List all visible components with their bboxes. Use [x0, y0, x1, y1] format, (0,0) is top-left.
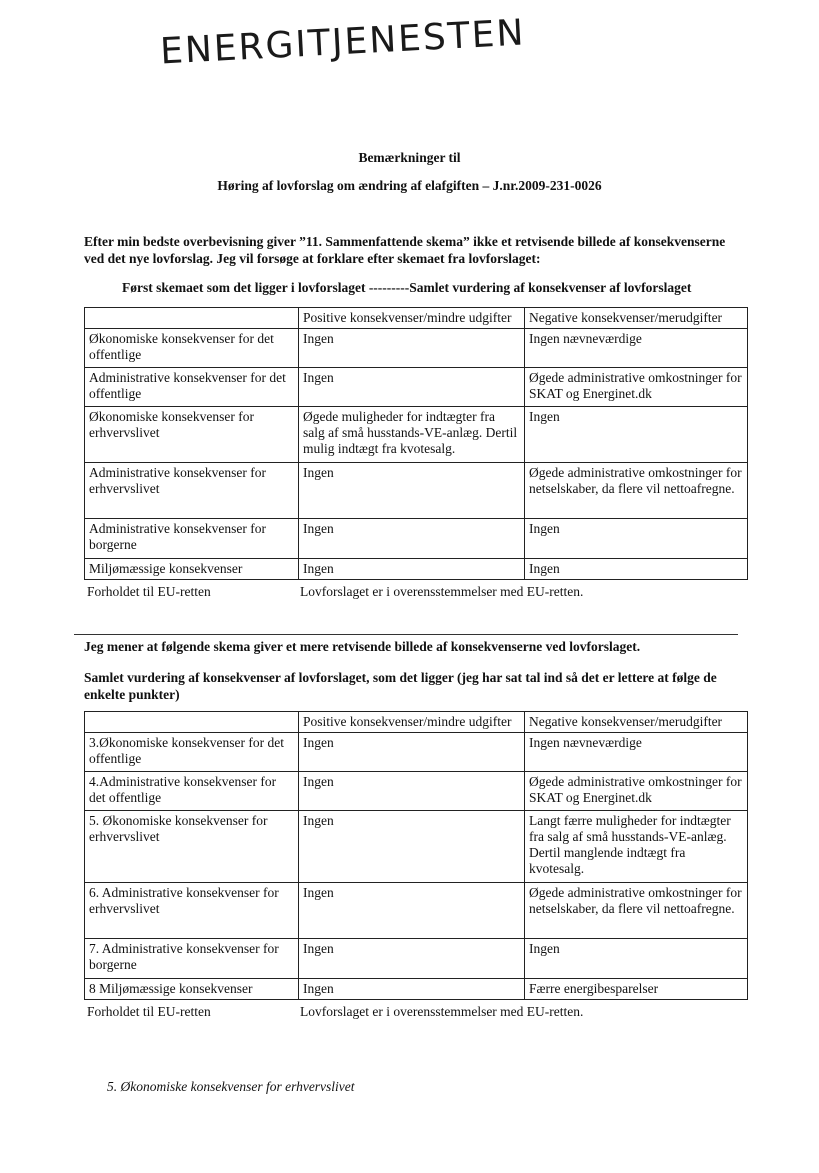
table2-footer-value: Lovforslaget er i overensstemmelser med EU-retten.: [300, 1004, 584, 1019]
table-cell: Ingen: [299, 883, 525, 939]
table-cell: Ingen nævneværdige: [525, 733, 748, 772]
table-cell: Ingen: [525, 407, 748, 463]
table-row: [85, 979, 748, 1000]
table-row: [85, 463, 748, 519]
table-header-cell: Positive konsekvenser/mindre udgifter: [299, 712, 525, 733]
table-cell: 7. Administrative konsekvenser for borgerne: [85, 939, 299, 979]
table-cell: Langt færre muligheder for indtægter fra salg af små husstands-VE-anlæg. Dertil manglende indtægt fra kvotesalg.: [525, 811, 748, 883]
table-cell: Ingen: [525, 559, 748, 580]
table-cell: 3.Økonomiske konsekvenser for det offentlige: [85, 733, 299, 772]
table-header-cell: Positive konsekvenser/mindre udgifter: [299, 308, 525, 329]
handwritten-stamp: ENERGITJENESTEN: [159, 12, 527, 73]
table-cell: Øgede administrative omkostninger for netselskaber, da flere vil nettoafregne.: [525, 883, 748, 939]
table2-footer-label: Forholdet til EU-retten: [87, 1004, 211, 1019]
table-row: [85, 939, 748, 979]
table-header-cell: [85, 308, 299, 329]
table-header-cell: [85, 712, 299, 733]
table-row: [85, 329, 748, 368]
table-cell: Ingen: [525, 519, 748, 559]
table-cell: Øgede administrative omkostninger for SKAT og Energinet.dk: [525, 772, 748, 811]
table-row: [85, 407, 748, 463]
table-revised: [84, 711, 748, 1000]
table-cell: 6. Administrative konsekvenser for erhvervslivet: [85, 883, 299, 939]
table-row: [85, 811, 748, 883]
table-cell: Administrative konsekvenser for borgerne: [85, 519, 299, 559]
intro-paragraph: Efter min bedste overbevisning giver ”11. Sammenfattende skema” ikke et retvisende billede af konsekvenserne ved det nye lovforslag. Jeg vil forsøge at forklare efter skemaet fra lovforslaget:: [84, 234, 726, 266]
table-cell: Miljømæssige konsekvenser: [85, 559, 299, 580]
table-cell: Ingen: [299, 368, 525, 407]
heading-remarks: Bemærkninger til: [358, 150, 461, 165]
table-cell: Ingen: [299, 772, 525, 811]
table-cell: Økonomiske konsekvenser for erhvervslivet: [85, 407, 299, 463]
table-cell: Ingen: [299, 329, 525, 368]
table-cell: Færre energibesparelser: [525, 979, 748, 1000]
table-row: [85, 733, 748, 772]
table1-title: Først skemaet som det ligger i lovforslaget ---------Samlet vurdering af konsekvenser af lovforslaget: [122, 280, 692, 295]
horizontal-rule: [74, 634, 738, 635]
table-cell: Øgede administrative omkostninger for netselskaber, da flere vil nettoafregne.: [525, 463, 748, 519]
table-cell: 8 Miljømæssige konsekvenser: [85, 979, 299, 1000]
table-row: [85, 519, 748, 559]
table-cell: Øgede administrative omkostninger for SKAT og Energinet.dk: [525, 368, 748, 407]
table-header-cell: Negative konsekvenser/merudgifter: [525, 308, 748, 329]
table-header-row: [85, 308, 748, 329]
table-header-row: [85, 712, 748, 733]
table-original: [84, 307, 748, 580]
table-cell: Ingen: [299, 733, 525, 772]
table-header-cell: Negative konsekvenser/merudgifter: [525, 712, 748, 733]
table-cell: Administrative konsekvenser for erhvervslivet: [85, 463, 299, 519]
table2-title: Samlet vurdering af konsekvenser af lovforslaget, som det ligger (jeg har sat tal ind så det er lettere at følge de enkelte punkter): [84, 670, 717, 702]
table-cell: 4.Administrative konsekvenser for det offentlige: [85, 772, 299, 811]
table-cell: Ingen: [299, 559, 525, 580]
table-cell: Ingen: [299, 939, 525, 979]
table1-footer-label: Forholdet til EU-retten: [87, 584, 211, 599]
heading-hearing: Høring af lovforslag om ændring af elafgiften – J.nr.2009-231-0026: [217, 178, 602, 193]
table-cell: Ingen: [299, 811, 525, 883]
table-cell: Administrative konsekvenser for det offentlige: [85, 368, 299, 407]
table-row: [85, 883, 748, 939]
table-row: [85, 559, 748, 580]
table-cell: Ingen: [299, 519, 525, 559]
table-cell: 5. Økonomiske konsekvenser for erhvervslivet: [85, 811, 299, 883]
section-note: 5. Økonomiske konsekvenser for erhvervslivet: [107, 1079, 355, 1094]
table-cell: Ingen: [299, 463, 525, 519]
table-cell: Ingen: [299, 979, 525, 1000]
table-cell: Økonomiske konsekvenser for det offentlige: [85, 329, 299, 368]
table-row: [85, 772, 748, 811]
table1-footer-value: Lovforslaget er i overensstemmelser med EU-retten.: [300, 584, 584, 599]
table-cell: Ingen nævneværdige: [525, 329, 748, 368]
table-row: [85, 368, 748, 407]
table-cell: Øgede muligheder for indtægter fra salg af små husstands-VE-anlæg. Dertil mulig indtægt fra kvotesalg.: [299, 407, 525, 463]
table-cell: Ingen: [525, 939, 748, 979]
opinion-paragraph: Jeg mener at følgende skema giver et mere retvisende billede af konsekvenserne ved lovforslaget.: [84, 639, 641, 654]
